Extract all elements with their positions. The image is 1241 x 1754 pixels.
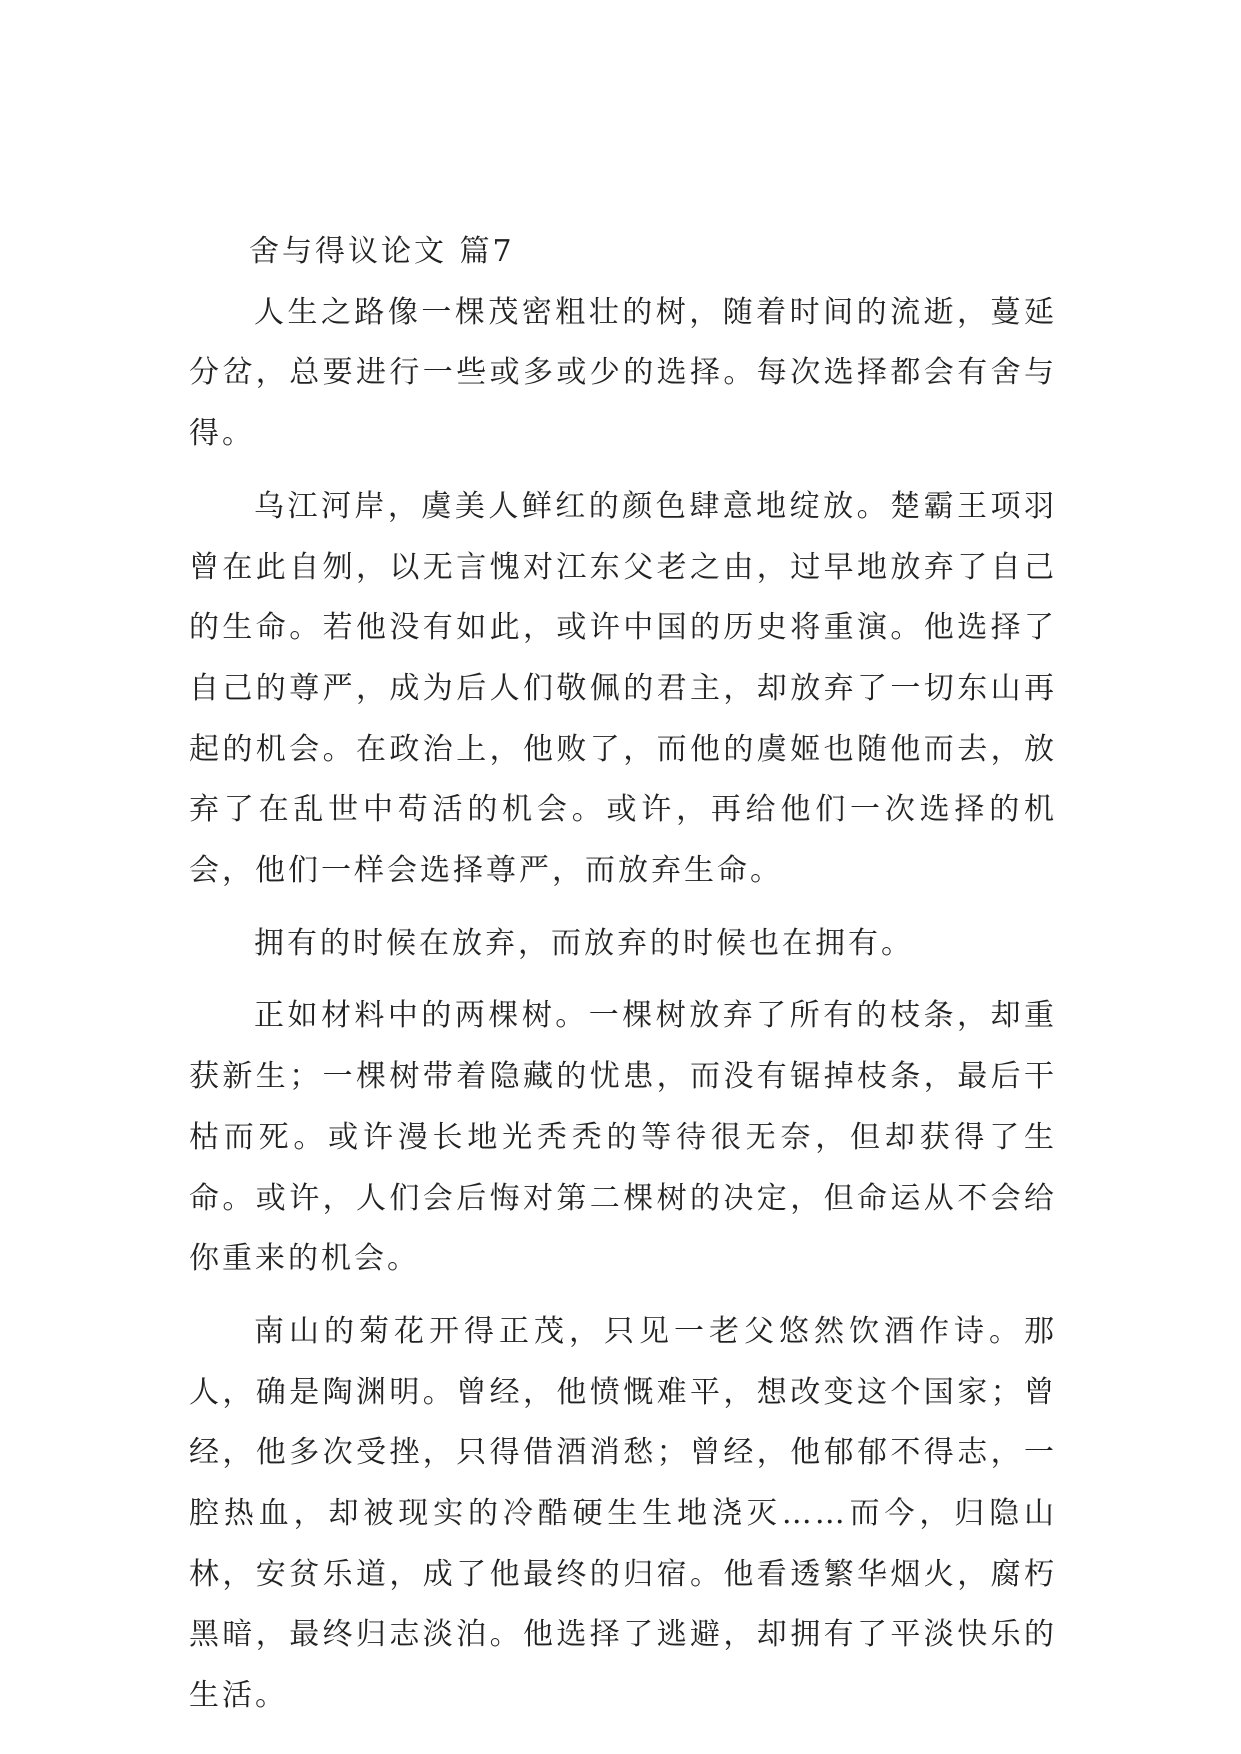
paragraph-1: 人生之路像一棵茂密粗壮的树，随着时间的流逝，蔓延分岔，总要进行一些或多或少的选择。每次选择都会有舍与得。 [189,294,1057,452]
paragraph-3: 拥有的时候在放弃，而放弃的时候也在拥有。 [254,925,914,961]
paragraph-4: 正如材料中的两棵树。一棵树放弃了所有的枝条，却重获新生；一棵树带着隐藏的忧患，而没有锯掉枝条，最后干枯而死。或许漫长地光秃秃的等待很无奈，但却获得了生命。或许，人们会后悔对第二棵树的决定，但命运从不会给你重来的机会。 [189,998,1057,1277]
document-body [189,222,1057,1727]
paragraph-2: 乌江河岸，虞美人鲜红的颜色肆意地绽放。楚霸王项羽曾在此自刎，以无言愧对江东父老之由，过早地放弃了自己的生命。若他没有如此，或许中国的历史将重演。他选择了自己的尊严，成为后人们敬佩的君主，却放弃了一切东山再起的机会。在政治上，他败了，而他的虞姬也随他而去，放弃了在乱世中苟活的机会。或许，再给他们一次选择的机会，他们一样会选择尊严，而放弃生命。 [189,488,1057,889]
paragraph-5: 南山的菊花开得正茂，只见一老父悠然饮酒作诗。那人，确是陶渊明。曾经，他愤慨难平，想改变这个国家；曾经，他多次受挫，只得借酒消愁；曾经，他郁郁不得志，一腔热血，却被现实的冷酷硬生生地浇灭……而今，归隐山林，安贫乐道，成了他最终的归宿。他看透繁华烟火，腐朽黑暗，最终归志淡泊。他选择了逃避，却拥有了平淡快乐的生活。 [189,1313,1057,1714]
essay-title: 舍与得议论文 篇7 [249,234,515,269]
